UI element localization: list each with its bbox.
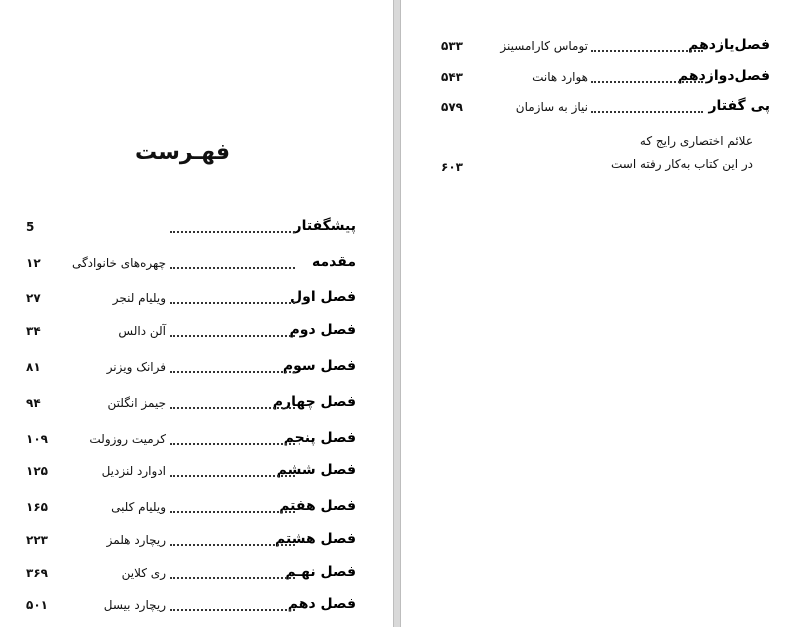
- dot-leader: [170, 335, 295, 337]
- toc-row: [0, 252, 394, 276]
- toc-row: [0, 356, 394, 380]
- chapter-title: مقدمه: [312, 254, 356, 270]
- dot-leader: [170, 267, 295, 269]
- chapter-title: فصل هفتم: [279, 498, 356, 514]
- chapter-title: پیشگفتار: [293, 218, 356, 234]
- dot-leader: [591, 111, 703, 113]
- right-page: [400, 0, 799, 627]
- chapter-title: فصل سوم: [282, 358, 356, 374]
- dot-leader: [170, 577, 295, 579]
- toc-row: [0, 562, 394, 586]
- page-number: ۱۲: [26, 256, 41, 270]
- person-name: ویلیام کلبی: [111, 500, 166, 514]
- chapter-title: فصل ششم: [276, 462, 356, 478]
- chapter-title: فصل هشتم: [275, 531, 356, 547]
- person-name: ویلیام لنجر: [112, 291, 166, 305]
- chapter-title: فصل‌دوازدهم: [677, 68, 770, 84]
- person-name: کرمیت روزولت: [89, 432, 166, 446]
- person-name: ری کلاین: [121, 566, 166, 580]
- page-number: ۹۴: [26, 396, 41, 410]
- page-number: ۱۲۵: [26, 464, 48, 478]
- toc-row: [0, 428, 394, 452]
- toc-row: [0, 529, 394, 553]
- toc-row: [0, 287, 394, 311]
- abbreviations-line-2: در این کتاب به‌کار رفته است: [610, 157, 753, 171]
- dot-leader: [170, 609, 295, 611]
- abbreviations-line-1: علائم اختصاری رایج که: [639, 134, 753, 148]
- page-number: ۵۰۱: [26, 598, 48, 612]
- page-number: ۲۲۳: [26, 533, 48, 547]
- dot-leader: [170, 443, 295, 445]
- page-number: 5: [26, 220, 35, 234]
- chapter-title: فصل دهم: [287, 596, 356, 612]
- toc-row: [0, 496, 394, 520]
- dot-leader: [591, 81, 703, 83]
- person-name: نیاز به سازمان: [515, 100, 588, 114]
- page-number: ۵۷۹: [441, 100, 463, 114]
- toc-row: [0, 594, 394, 618]
- toc-row: [0, 392, 394, 416]
- dot-leader: [170, 475, 295, 477]
- person-name: ریچارد بیسل: [103, 598, 166, 612]
- person-name: جیمز انگلتن: [107, 396, 166, 410]
- toc-row: [401, 35, 799, 59]
- toc-row: [0, 216, 394, 240]
- left-page: [0, 0, 394, 627]
- page-number: ۳۶۹: [26, 566, 48, 580]
- page-number: ۸۱: [26, 360, 41, 374]
- dot-leader: [170, 371, 295, 373]
- dot-leader: [170, 407, 295, 409]
- page-number: ۵۴۳: [441, 70, 463, 84]
- page-number: ۱۰۹: [26, 432, 48, 446]
- toc-row: [0, 320, 394, 344]
- toc-row: [401, 66, 799, 90]
- page-number: ۵۳۳: [441, 39, 463, 53]
- toc-row: [401, 96, 799, 120]
- chapter-title: فصل‌یازدهم: [688, 37, 770, 53]
- person-name: توماس کارامسینز: [500, 39, 588, 53]
- toc-row: [0, 460, 394, 484]
- chapter-title: فصل پنجم: [283, 430, 356, 446]
- page-number: ۳۴: [26, 324, 41, 338]
- dot-leader: [170, 511, 295, 513]
- dot-leader: [170, 231, 295, 233]
- person-name: فرانک ویزنر: [106, 360, 166, 374]
- page-number: ۲۷: [26, 291, 41, 305]
- toc-title: فهـرست: [134, 140, 230, 165]
- chapter-title: فصل دوم: [289, 322, 356, 338]
- dot-leader: [170, 302, 295, 304]
- chapter-title: فصل نهـم: [285, 564, 356, 580]
- dot-leader: [591, 50, 703, 52]
- person-name: ریچارد هلمز: [106, 533, 166, 547]
- chapter-title: پی گفتار: [708, 98, 770, 114]
- chapter-title: فصل چهارم: [272, 394, 356, 410]
- person-name: ادوارد لنزدیل: [101, 464, 166, 478]
- chapter-title: فصل اول: [290, 289, 356, 305]
- page-number: ۶۰۳: [441, 160, 463, 174]
- page-number: ۱۶۵: [26, 500, 48, 514]
- person-name: چهره‌های خانوادگی: [71, 256, 166, 270]
- dot-leader: [170, 544, 295, 546]
- person-name: هوارد هانت: [532, 70, 588, 84]
- person-name: آلن دالس: [118, 324, 166, 338]
